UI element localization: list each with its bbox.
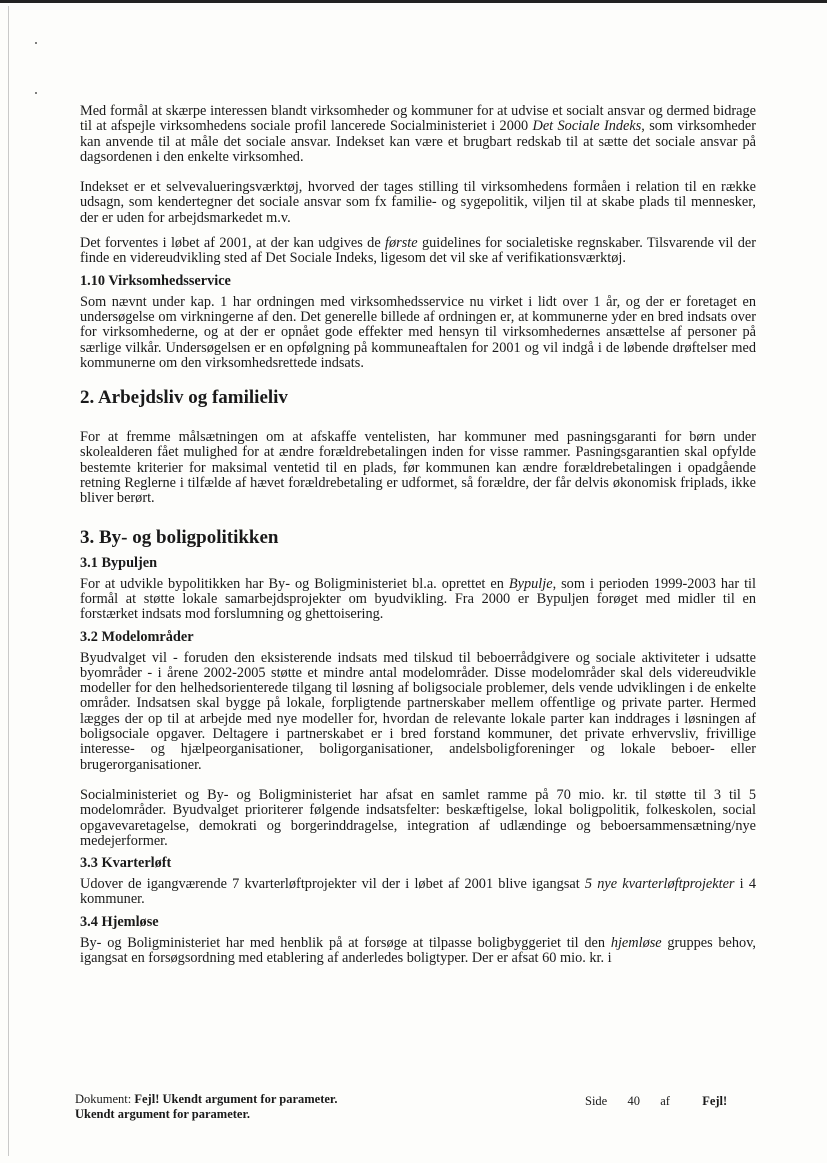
footer-side-label: Side (585, 1094, 608, 1108)
paragraph-model-areas: Byudvalget vil - foruden den eksisterende indsats med tilskud til beboerrådgivere og sociale aktiviteter i udsatte byområder - i årene 2002-2005 støtte et mindre antal modelområder. Disse modelområder skal dels videreudvikle modeller for den helhedsorienterede tilgang til løsning af boligsociale problemer, dels vende udviklingen i de enkelte områder. Indsatsen skal bygge på lokale, forpligtende partnerskaber mellem offentlige og private parter. Hermed lægges der op til at arbejde med nye modeller for, hvordan de relevante lokale parter kan inddrages i løsningen af boligsociale opgaver. Deltagere i partnerskabet er i bred forstand kommuner, det private erhvervsliv, frivillige interesse- og hjælpeorganisationer, boligorganisationer, andelsboligforeninger og lokale beboer- eller brugerorganisationer. (80, 649, 756, 773)
paragraph-kvarterloeft: Udover de igangværende 7 kvarterløftprojekter vil der i løbet af 2001 blive igangsat 5 nye kvarterløftprojekter i 4 kommuner. (80, 876, 756, 908)
section-heading-3-4: 3.4 Hjemløse (80, 913, 159, 930)
footer-page-number: 40 (627, 1094, 640, 1108)
top-rule (0, 0, 827, 3)
paragraph-company-service: Som nævnt under kap. 1 har ordningen med virksomhedsservice nu virket i lidt over 1 år, og der er foretaget en undersøgelse om virkningerne af den. Det generelle billede af ordningen er, at kommunerne yder en bred indsats over for virksomhederne, og at der er opnået gode effekter med hensyn til virksomhedernes ansættelse af personer på særlige vilkår. Undersøgelsen er en opfølgning på kommuneaftalen for 2001 og vil indgå i de løbende drøftelser med kommunerne om den virksomhedsrettede indsats. (80, 293, 756, 371)
section-heading-3-1: 3.1 Bypuljen (80, 554, 158, 571)
footer-total-pages: Fejl! (702, 1094, 728, 1108)
footer-error-field: Fejl! Ukendt argument for parameter. (134, 1092, 338, 1106)
left-edge-line (8, 6, 9, 1156)
chapter-heading-3: 3. By- og boligpolitikken (80, 526, 279, 548)
paragraph-bypulje: For at udvikle bypolitikken har By- og Boligministeriet bl.a. oprettet en Bypulje, som i perioden 1999-2003 har til formål at støtte lokale samarbejdsprojekter om byudvikling. Fra 2000 er Bypuljen forøget med midler til en forstærket indsats mod forslumning og ghettoisering. (80, 575, 756, 623)
footer-af-label: af (660, 1094, 670, 1108)
footer-page-info (585, 1094, 755, 1109)
paragraph-budget: Socialministeriet og By- og Boligministeriet har afsat en samlet ramme på 70 mio. kr. til støtte til 3 til 5 modelområder. Byudvalget prioriterer følgende indsatsfelter: beskæftigelse, lokal boligpolitik, folkeskolen, social opgavevaretagelse, demokrati og borgerinddragelse, integration af udlændinge og beboersammensætning/nye medejerformer. (80, 786, 756, 849)
paragraph-index-tool: Indekset er et selvevalueringsværktøj, hvorved der tages stilling til virksomhedens formåen i relation til en række udsagn, som kendertegner det sociale ansvar som fx familie- og sygepolitik, viljen til at skabe plads til mennesker, der er uden for arbejdsmarkedet m.v. (80, 179, 756, 226)
paragraph-homeless: By- og Boligministeriet har med henblik på at forsøge at tilpasse boligbyggeriet til den hjemløse gruppes behov, igangsat en forsøgsordning med etablering af anderledes boligtyper. Der er afsat 60 mio. kr. i (80, 934, 756, 966)
scan-speck (35, 42, 37, 44)
footer-document-info (75, 1092, 495, 1122)
paragraph-childcare: For at fremme målsætningen om at afskaffe ventelisten, har kommuner med pasningsgaranti for børn under skolealderen fået mulighed for at ændre forældrebetalingen inden for visse rammer. Pasningsgarantien skal opfylde bestemte kriterier for maksimal ventetid til en plads, før kommunen kan ændre forældrebetalingen i opadgående retning Reglerne i tilfælde af hævet forældrebetaling er udformet, så forældre, der får delvis økonomisk friplads, ikke bliver berørt. (80, 429, 756, 507)
footer-error-field-2: Ukendt argument for parameter. (75, 1107, 250, 1121)
paragraph-guidelines: Det forventes i løbet af 2001, at der kan udgives de første guidelines for socialetiske regnskaber. Tilsvarende vil der finde en videreudvikling sted af Det Sociale Indeks, ligesom det vil ske af verifikationsværktøj. (80, 235, 756, 267)
chapter-heading-2: 2. Arbejdsliv og familieliv (80, 387, 288, 409)
section-heading-1-10: 1.10 Virksomhedsservice (80, 272, 231, 289)
section-heading-3-2: 3.2 Modelområder (80, 628, 194, 645)
scan-speck (35, 92, 37, 94)
section-heading-3-3: 3.3 Kvarterløft (80, 855, 172, 872)
document-body (80, 104, 756, 966)
footer-document-label: Dokument: (75, 1092, 135, 1106)
paragraph-social-index: Med formål at skærpe interessen blandt virksomheder og kommuner for at udvise et socialt ansvar og dermed bidrage til at afspejle virksomhedens sociale profil lancerede Socialministeriet i 2000 Det Sociale Indeks, som virksomheder kan anvende til at måle det sociale ansvar. Indekset kan være et brugbart redskab til at sætte det sociale ansvar på dagsordenen i den enkelte virksomhed. (80, 103, 757, 165)
